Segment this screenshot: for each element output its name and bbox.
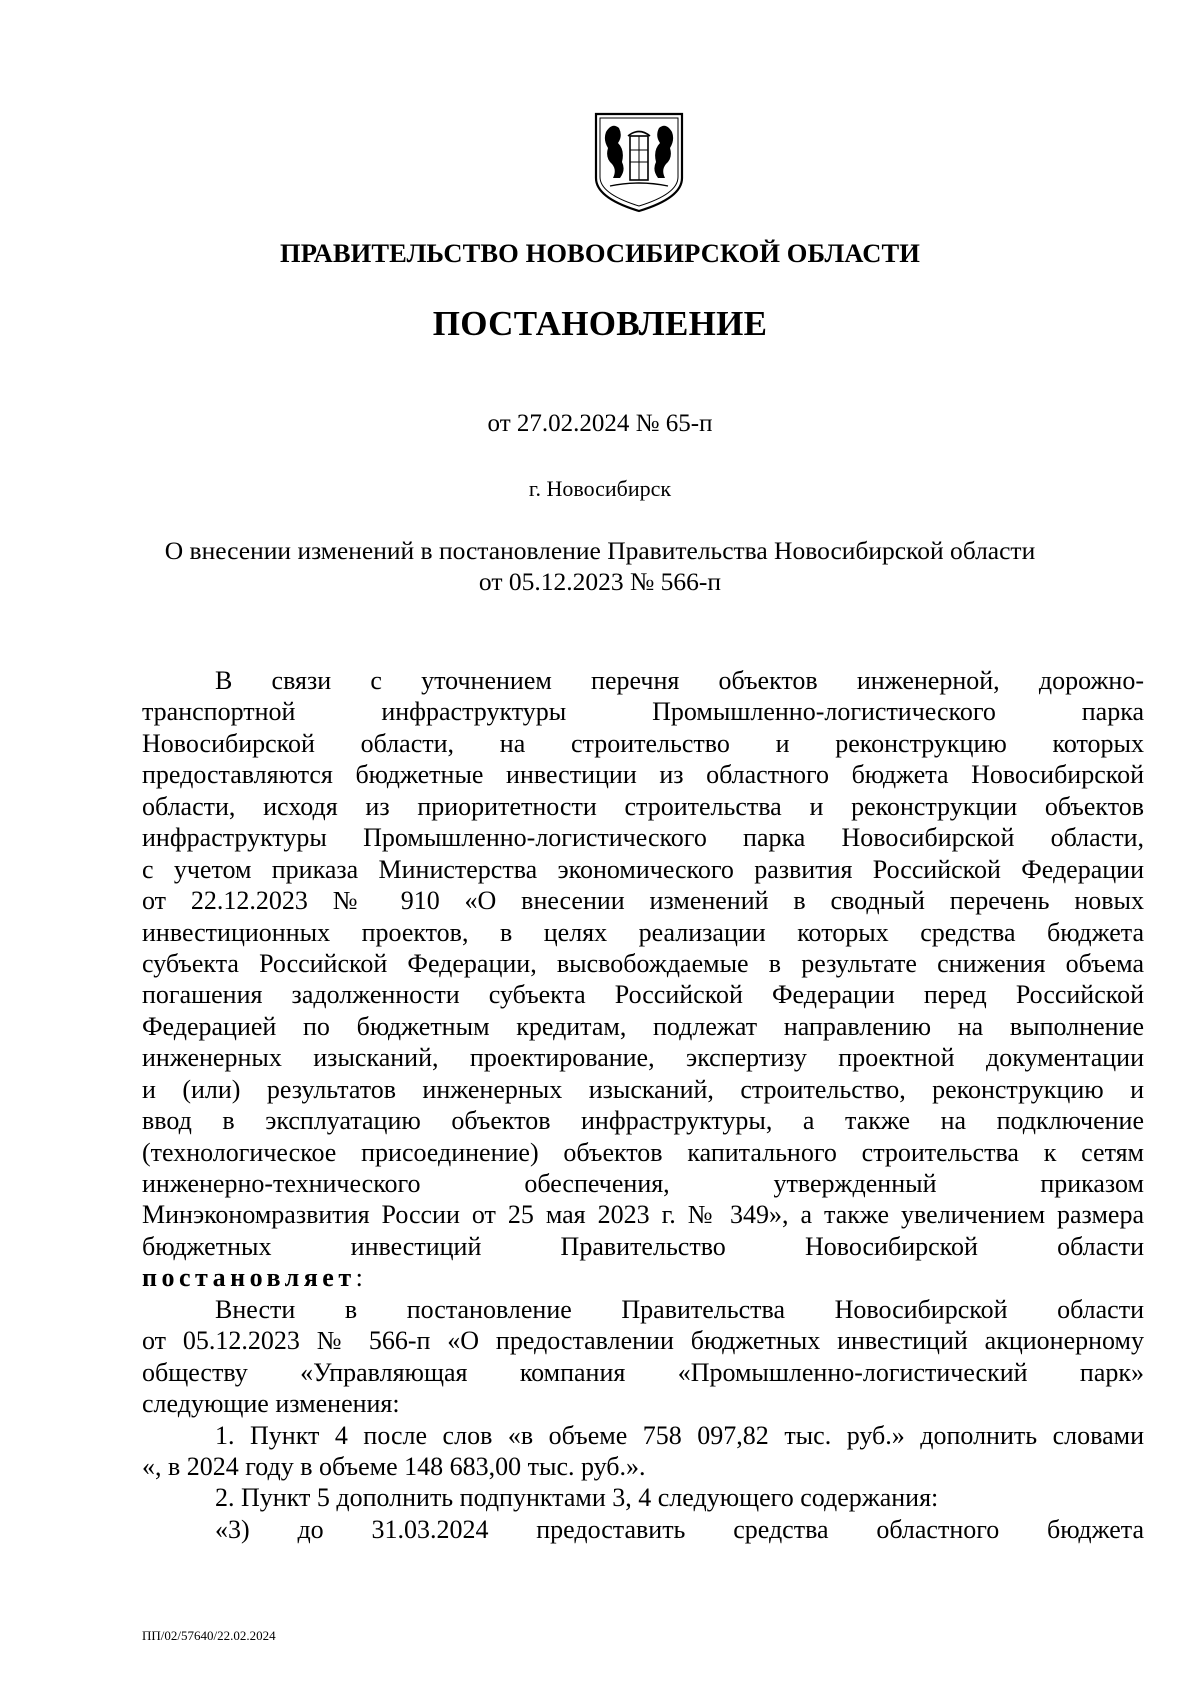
- decree-colon: :: [355, 1263, 363, 1293]
- subject-line-2: от 05.12.2023 № 566-п: [478, 567, 722, 596]
- body-line: ввод в эксплуатацию объектов инфраструктуры, а также на подключение: [142, 1106, 1144, 1136]
- body-line: Федерацией по бюджетным кредитам, подлежат направлению на выполнение: [142, 1011, 1144, 1041]
- decree-line: [142, 1262, 1144, 1293]
- body-line: (технологическое присоединение) объектов капитального строительства к сетям: [142, 1137, 1144, 1167]
- body-line: Внести в постановление Правительства Новосибирской области: [215, 1294, 1144, 1324]
- body-line: области, исходя из приоритетности строительства и реконструкции объектов: [142, 791, 1144, 821]
- decree-word: постановляет: [142, 1263, 356, 1293]
- body-line: погашения задолженности субъекта Российской Федерации перед Российской: [142, 980, 1144, 1010]
- body-line: Новосибирской области, на строительство и реконструкцию которых: [142, 728, 1144, 758]
- subject-heading: [0, 535, 1200, 597]
- body-line: бюджетных инвестиций Правительство Новосибирской области: [142, 1231, 1144, 1261]
- body-line: инвестиционных проектов, в целях реализации которых средства бюджета: [142, 917, 1144, 947]
- body-line: транспортной инфраструктуры Промышленно-логистического парка: [142, 697, 1144, 727]
- document-type-title: ПОСТАНОВЛЕНИЕ: [432, 304, 768, 343]
- body-line: В связи с уточнением перечня объектов инженерной, дорожно-: [215, 666, 1144, 695]
- document-body: [142, 665, 1144, 1545]
- body-line: 2. Пункт 5 дополнить подпунктами 3, 4 следующего содержания:: [215, 1483, 939, 1513]
- body-line: субъекта Российской Федерации, высвобождаемые в результате снижения объема: [142, 948, 1144, 978]
- body-line: и (или) результатов инженерных изысканий, строительство, реконструкцию и: [142, 1074, 1144, 1104]
- body-line: обществу «Управляющая компания «Промышленно-логистический парк»: [142, 1357, 1144, 1387]
- body-line: с учетом приказа Министерства экономического развития Российской Федерации: [142, 854, 1144, 884]
- body-line: от 05.12.2023 № 566-п «О предоставлении бюджетных инвестиций акционерному: [142, 1326, 1144, 1356]
- body-line: следующие изменения:: [142, 1389, 400, 1419]
- body-line: инженерных изысканий, проектирование, экспертизу проектной документации: [142, 1043, 1144, 1073]
- body-line: инфраструктуры Промышленно-логистического парка Новосибирской области,: [142, 823, 1144, 853]
- body-line: «3) до 31.03.2024 предоставить средства областного бюджета: [215, 1514, 1144, 1544]
- organization-title: ПРАВИТЕЛЬСТВО НОВОСИБИРСКОЙ ОБЛАСТИ: [280, 238, 920, 268]
- subject-line-1: О внесении изменений в постановление Правительства Новосибирской области: [164, 536, 1036, 565]
- footer-document-code: ПП/02/57640/22.02.2024: [142, 1628, 276, 1643]
- body-line: предоставляются бюджетные инвестиции из областного бюджета Новосибирской: [142, 760, 1144, 790]
- date-number-line: от 27.02.2024 № 65-п: [487, 410, 713, 437]
- body-line: от 22.12.2023 № 910 «О внесении изменений в сводный перечень новых: [142, 886, 1144, 916]
- body-line: «, в 2024 году в объеме 148 683,00 тыс. руб.».: [142, 1451, 646, 1481]
- body-line: инженерно-технического обеспечения, утвержденный приказом: [142, 1169, 1144, 1198]
- coat-of-arms-icon: [592, 110, 686, 215]
- body-line: 1. Пункт 4 после слов «в объеме 758 097,82 тыс. руб.» дополнить словами: [215, 1420, 1144, 1450]
- city-line: г. Новосибирск: [528, 476, 672, 501]
- body-line: Минэкономразвития России от 25 мая 2023 г. № 349», а также увеличением размера: [142, 1200, 1144, 1230]
